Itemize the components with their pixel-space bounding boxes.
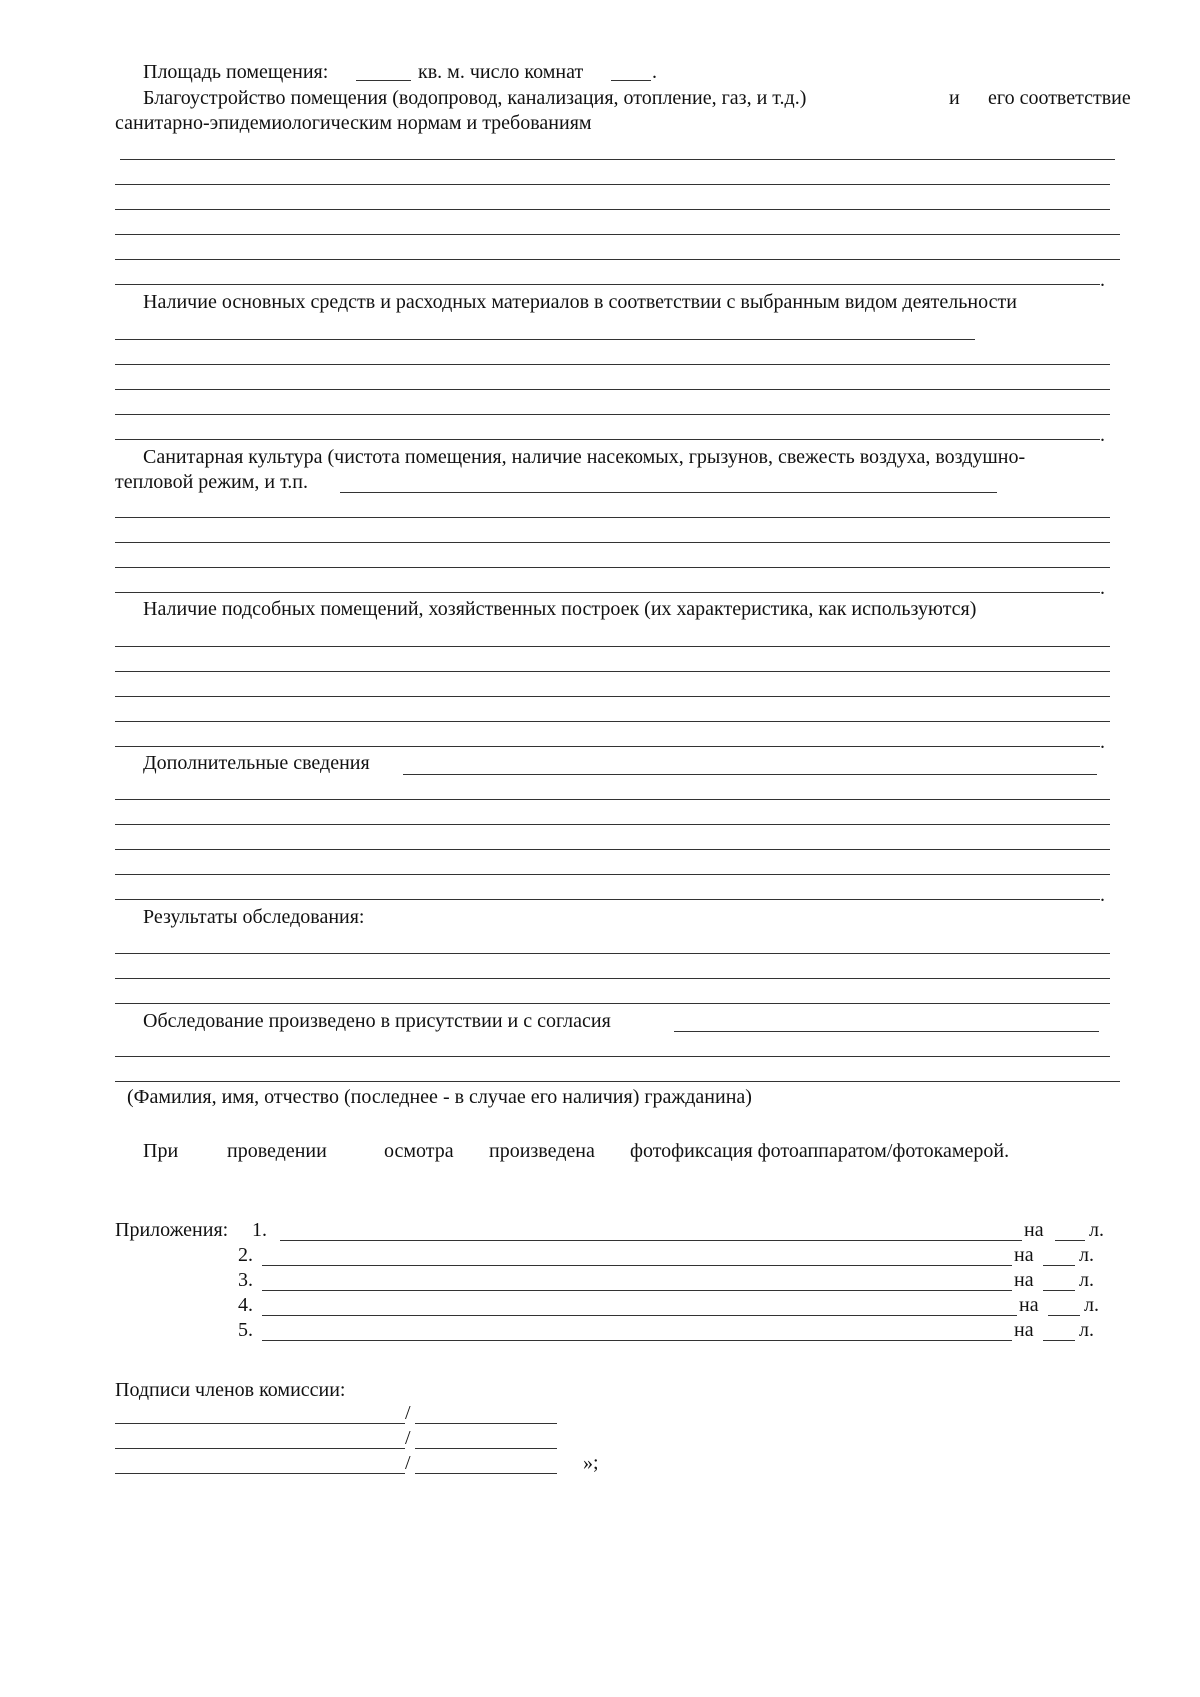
- signatures-label: Подписи членов комиссии:: [115, 1379, 346, 1401]
- attachment-5-pages[interactable]: [1043, 1340, 1075, 1341]
- area-blank[interactable]: [356, 80, 411, 81]
- improvement-line-2[interactable]: [115, 184, 1110, 185]
- results-line-3[interactable]: [115, 1003, 1110, 1004]
- additional-line-3[interactable]: [115, 849, 1110, 850]
- additional-line-1[interactable]: [115, 799, 1110, 800]
- fixed-assets-line-1[interactable]: [115, 339, 975, 340]
- sanitary-line-c[interactable]: [115, 567, 1110, 568]
- additional-inline-blank[interactable]: [403, 774, 1097, 775]
- improvement-norms: санитарно-эпидемиологическим нормам и требованиям: [115, 112, 592, 134]
- attachment-2-blank[interactable]: [262, 1265, 1012, 1266]
- attachment-number: 3.: [238, 1269, 253, 1291]
- fixed-assets-line-3[interactable]: [115, 389, 1110, 390]
- signature-slash: /: [405, 1427, 411, 1449]
- fixed-assets-period: .: [1100, 424, 1105, 446]
- presence-line-1[interactable]: [115, 1056, 1110, 1057]
- photo-word-4: произведена: [489, 1140, 595, 1162]
- presence-line-2[interactable]: [115, 1081, 1120, 1082]
- sanitary-line-b[interactable]: [115, 542, 1110, 543]
- auxiliary-line-1[interactable]: [115, 646, 1110, 647]
- area-label: Площадь помещения:: [143, 61, 329, 83]
- fixed-assets-line-2[interactable]: [115, 364, 1110, 365]
- fixed-assets-heading: Наличие основных средств и расходных материалов в соответствии с выбранным видом деятельности: [143, 291, 1017, 313]
- auxiliary-period: .: [1100, 731, 1105, 753]
- signature-1-name[interactable]: [415, 1423, 557, 1424]
- attachment-l: л.: [1079, 1319, 1094, 1341]
- closing-quote: »;: [583, 1452, 599, 1474]
- presence-label: Обследование произведено в присутствии и с согласия: [143, 1010, 611, 1032]
- attachment-l: л.: [1079, 1269, 1094, 1291]
- attachment-l: л.: [1089, 1219, 1104, 1241]
- sanitary-period: .: [1100, 577, 1105, 599]
- attachment-na: на: [1024, 1219, 1044, 1241]
- additional-period: .: [1100, 884, 1105, 906]
- photo-word-5: фотофиксация фотоаппаратом/фотокамерой.: [630, 1140, 1010, 1162]
- attachment-number: 2.: [238, 1244, 253, 1266]
- rooms-label: кв. м. число комнат: [418, 61, 584, 83]
- attachment-1-blank[interactable]: [280, 1240, 1022, 1241]
- improvement-period: .: [1100, 269, 1105, 291]
- sanitary-line-2: тепловой режим, и т.п.: [115, 471, 309, 493]
- attachment-2-pages[interactable]: [1043, 1265, 1075, 1266]
- results-label: Результаты обследования:: [143, 906, 365, 928]
- improvement-line-6[interactable]: [115, 284, 1100, 285]
- results-line-2[interactable]: [115, 978, 1110, 979]
- attachment-l: л.: [1079, 1244, 1094, 1266]
- attachment-number: 4.: [238, 1294, 253, 1316]
- citizen-name-caption: (Фамилия, имя, отчество (последнее - в случае его наличия) гражданина): [127, 1086, 752, 1108]
- attachment-number: 1.: [252, 1219, 267, 1241]
- auxiliary-line-2[interactable]: [115, 671, 1110, 672]
- improvement-line-4[interactable]: [115, 234, 1120, 235]
- improvement-line-1[interactable]: [120, 159, 1115, 160]
- auxiliary-line-5[interactable]: [115, 746, 1100, 747]
- fixed-assets-line-4[interactable]: [115, 414, 1110, 415]
- presence-inline-blank[interactable]: [674, 1031, 1099, 1032]
- attachments-label: Приложения:: [115, 1219, 229, 1241]
- attachment-l: л.: [1084, 1294, 1099, 1316]
- additional-label: Дополнительные сведения: [143, 752, 370, 774]
- attachment-4-blank[interactable]: [262, 1315, 1017, 1316]
- signature-slash: /: [405, 1452, 411, 1474]
- attachment-na: на: [1019, 1294, 1039, 1316]
- attachment-1-pages[interactable]: [1055, 1240, 1085, 1241]
- additional-line-4[interactable]: [115, 874, 1110, 875]
- improvement-and: и: [949, 87, 960, 109]
- attachment-na: на: [1014, 1269, 1034, 1291]
- fixed-assets-line-5[interactable]: [115, 439, 1100, 440]
- improvement-line-5[interactable]: [115, 259, 1120, 260]
- signature-slash: /: [405, 1402, 411, 1424]
- sanitary-line-a[interactable]: [115, 517, 1110, 518]
- signature-3-name[interactable]: [415, 1473, 557, 1474]
- attachment-na: на: [1014, 1319, 1034, 1341]
- attachment-number: 5.: [238, 1319, 253, 1341]
- signature-2-line[interactable]: [115, 1448, 405, 1449]
- signature-1-line[interactable]: [115, 1423, 405, 1424]
- attachment-na: на: [1014, 1244, 1034, 1266]
- rooms-blank[interactable]: [611, 80, 651, 81]
- sanitary-inline-blank[interactable]: [340, 492, 997, 493]
- signature-2-name[interactable]: [415, 1448, 557, 1449]
- auxiliary-line-3[interactable]: [115, 696, 1110, 697]
- signature-3-line[interactable]: [115, 1473, 405, 1474]
- auxiliary-line-4[interactable]: [115, 721, 1110, 722]
- improvement-line-3[interactable]: [115, 209, 1110, 210]
- photo-word-1: При: [143, 1140, 179, 1162]
- additional-line-2[interactable]: [115, 824, 1110, 825]
- photo-word-3: осмотра: [384, 1140, 454, 1162]
- photo-word-2: проведении: [227, 1140, 327, 1162]
- attachment-4-pages[interactable]: [1048, 1315, 1080, 1316]
- sanitary-line-d[interactable]: [115, 592, 1100, 593]
- attachment-3-pages[interactable]: [1043, 1290, 1075, 1291]
- results-line-1[interactable]: [115, 953, 1110, 954]
- area-line-period: .: [652, 61, 657, 83]
- sanitary-line-1: Санитарная культура (чистота помещения, наличие насекомых, грызунов, свежесть воздуха, воздушно-: [143, 446, 1026, 468]
- improvement-compliance: его соответствие: [988, 87, 1131, 109]
- additional-line-5[interactable]: [115, 899, 1100, 900]
- attachment-3-blank[interactable]: [262, 1290, 1012, 1291]
- auxiliary-heading: Наличие подсобных помещений, хозяйственных построек (их характеристика, как используются): [143, 598, 977, 620]
- attachment-5-blank[interactable]: [262, 1340, 1012, 1341]
- improvement-text: Благоустройство помещения (водопровод, канализация, отопление, газ, и т.д.): [143, 87, 807, 109]
